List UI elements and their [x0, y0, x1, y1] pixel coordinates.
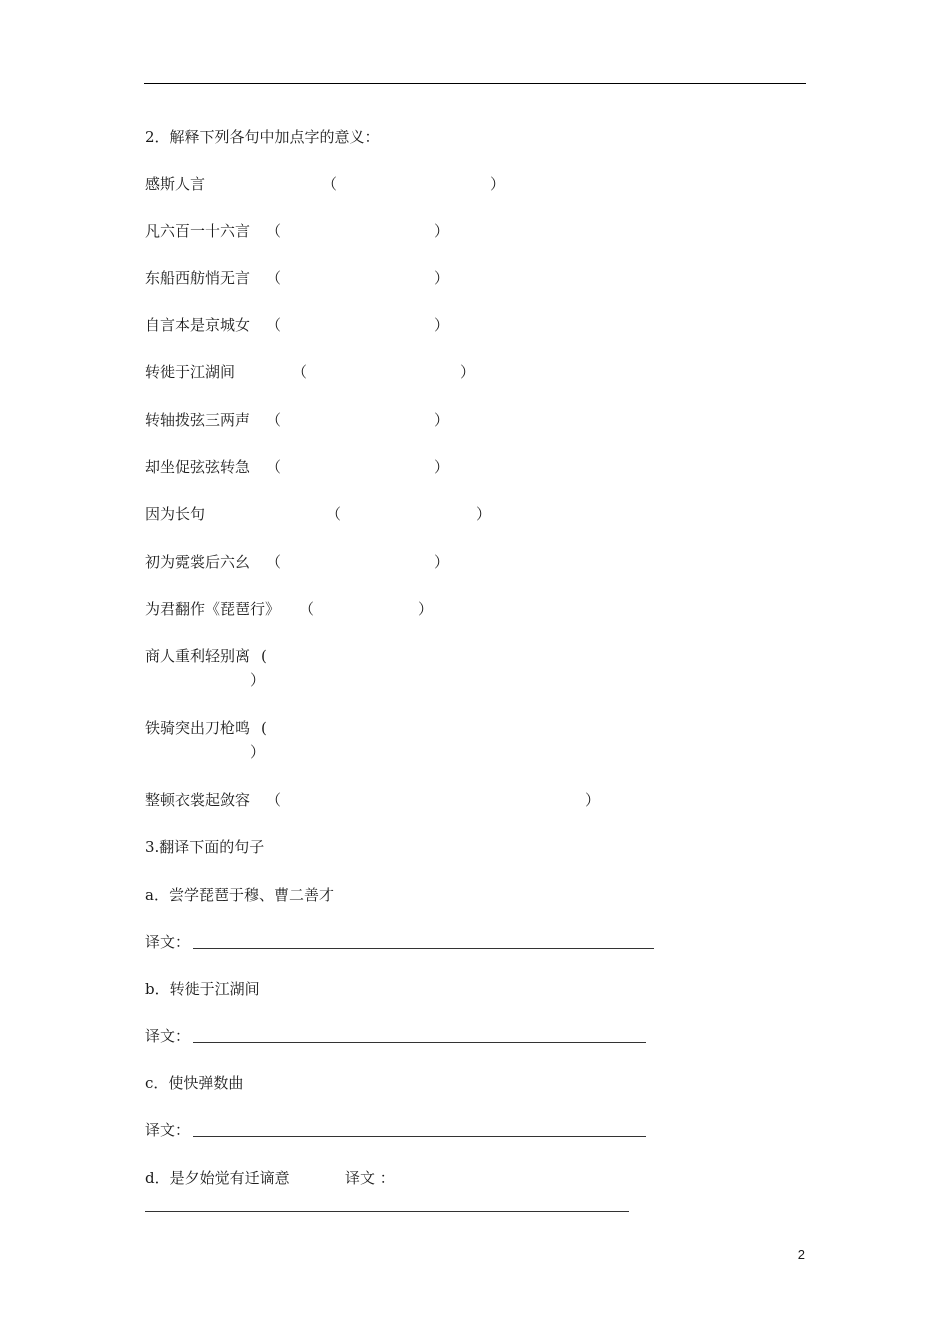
item-7-close: ） — [476, 505, 492, 523]
translation-c-label: 译文： — [145, 1121, 191, 1139]
item-11-open: ( — [261, 719, 267, 737]
item-9-text: 为君翻作《琵琶行》 — [145, 600, 281, 618]
item-7-text: 因为长句 — [145, 505, 206, 523]
page-number: 2 — [797, 1247, 805, 1262]
translation-b-blank[interactable] — [193, 1042, 646, 1043]
translation-a-label: 译文： — [145, 933, 191, 951]
item-2-open: （ — [266, 269, 282, 287]
item-5-open: （ — [266, 411, 282, 429]
item-0-open: （ — [322, 175, 338, 193]
item-2-text: 东船西舫悄无言 — [145, 269, 251, 287]
item-6-open: （ — [266, 458, 282, 476]
item-2-close: ） — [434, 269, 450, 287]
sentence-b: b．转徙于江湖间 — [145, 980, 260, 998]
item-9-open: （ — [299, 600, 315, 618]
item-0-text: 感斯人言 — [145, 175, 206, 193]
item-1-close: ） — [434, 222, 450, 240]
item-3-text: 自言本是京城女 — [145, 316, 251, 334]
section3-heading: 3.翻译下面的句子 — [145, 838, 265, 856]
item-4-close: ） — [460, 363, 476, 381]
translation-b-label: 译文： — [145, 1027, 191, 1045]
item-5-text: 转轴拨弦三两声 — [145, 411, 251, 429]
item-8-close: ） — [434, 553, 450, 571]
item-10-text: 商人重利轻别离 — [145, 647, 251, 665]
item-6-text: 却坐促弦弦转急 — [145, 458, 251, 476]
item-10-open: ( — [261, 647, 267, 665]
item-6-close: ） — [434, 458, 450, 476]
item-3-close: ） — [434, 316, 450, 334]
item-12-close: ） — [585, 791, 601, 809]
sentence-d: d．是夕始觉有迁谪意 — [145, 1169, 290, 1187]
translation-d-label: 译文 ： — [345, 1169, 395, 1187]
item-10-close: ） — [250, 671, 266, 689]
item-3-open: （ — [266, 316, 282, 334]
section2-heading: 2．解释下列各句中加点字的意义： — [145, 128, 380, 146]
item-12-open: （ — [266, 791, 282, 809]
header-rule — [144, 83, 806, 84]
item-9-close: ） — [418, 600, 434, 618]
item-4-open: （ — [292, 363, 308, 381]
item-8-text: 初为霓裳后六幺 — [145, 553, 251, 571]
translation-a-blank[interactable] — [193, 948, 654, 949]
translation-d-blank[interactable] — [145, 1211, 629, 1212]
item-4-text: 转徙于江湖间 — [145, 363, 236, 381]
item-1-open: （ — [266, 222, 282, 240]
item-1-text: 凡六百一十六言 — [145, 222, 251, 240]
item-0-close: ） — [490, 175, 506, 193]
item-11-close: ） — [250, 743, 266, 761]
item-5-close: ） — [434, 411, 450, 429]
item-8-open: （ — [266, 553, 282, 571]
sentence-c: c．使快弹数曲 — [145, 1074, 244, 1092]
translation-c-blank[interactable] — [193, 1136, 646, 1137]
item-11-text: 铁骑突出刀枪鸣 — [145, 719, 251, 737]
item-12-text: 整顿衣裳起敛容 — [145, 791, 251, 809]
item-7-open: （ — [326, 505, 342, 523]
sentence-a: a．尝学琵琶于穆、曹二善才 — [145, 886, 334, 904]
